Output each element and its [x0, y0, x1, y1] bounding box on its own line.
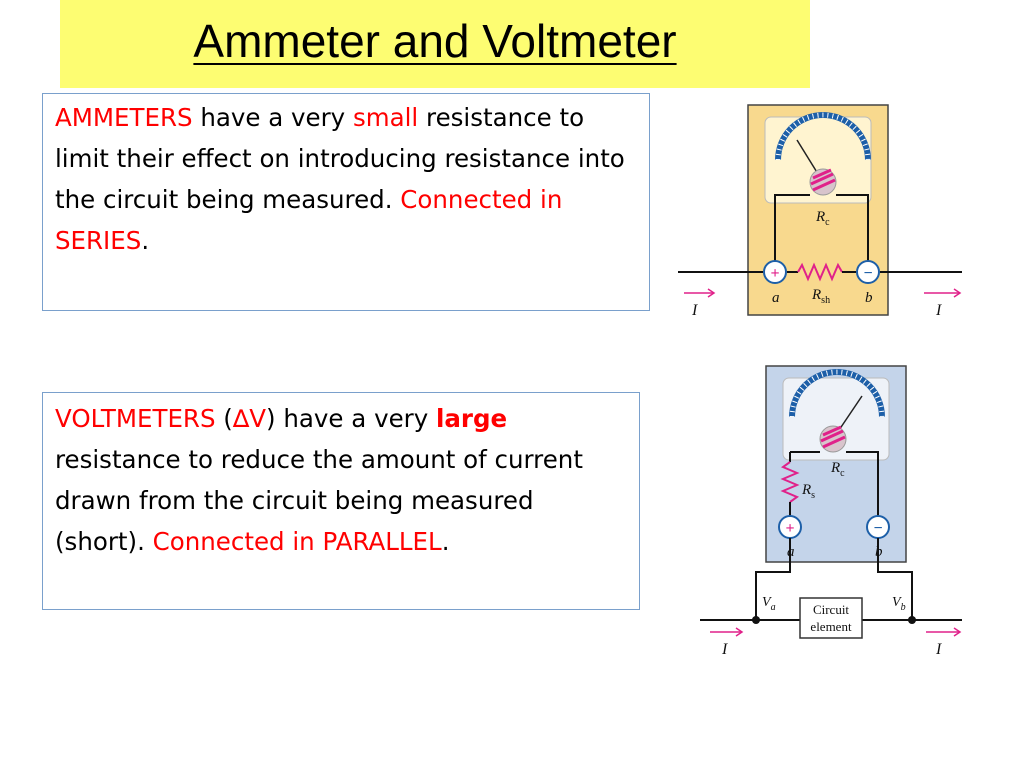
vb-label: V [892, 595, 901, 610]
node-vb-dot [908, 616, 916, 624]
ammeter-text-1: have a very [192, 103, 353, 132]
vb-sub: b [900, 602, 906, 613]
svg-text:Va [762, 595, 776, 613]
circuit-element-label-1: Circuit [812, 602, 850, 617]
node-va-dot [752, 616, 760, 624]
slide-title: Ammeter and Voltmeter [193, 15, 677, 67]
rc-sub: c [825, 217, 830, 228]
ammeter-period: . [141, 226, 150, 255]
rsh-sub: sh [821, 295, 831, 306]
ammeter-text-box [42, 93, 650, 311]
va-label: V [762, 595, 771, 610]
rc-label: R [831, 460, 841, 476]
plus-sign: + [785, 520, 795, 537]
current-label-left: I [692, 302, 698, 319]
voltmeters-term: VOLTMETERS [55, 404, 216, 433]
circuit-element-label-2: element [810, 619, 852, 634]
ammeters-term: AMMETERS [55, 103, 193, 132]
rs-sub: s [811, 490, 816, 501]
current-label-right: I [936, 302, 942, 319]
node-b-label: b [865, 290, 873, 306]
voltmeter-diagram [690, 362, 970, 660]
voltmeter-text-box [42, 392, 640, 610]
title-band [60, 0, 810, 88]
svg-text:Vb [892, 595, 906, 613]
minus-sign: − [873, 520, 883, 537]
connected-parallel-term: Connected in PARALLEL [152, 527, 442, 556]
connected-series-term: Connected in SERIES [55, 185, 563, 255]
large-term: large [436, 404, 508, 433]
delta-v-term: ∆V [232, 404, 267, 433]
voltmeter-text-1: ( [215, 404, 233, 433]
voltmeter-text-3: resistance to reduce the amount of current drawn from the circuit being measured (short). [55, 445, 583, 556]
current-label-right: I [936, 641, 942, 658]
node-b-label: b [875, 544, 883, 560]
voltmeter-period: . [441, 527, 450, 556]
voltmeter-text-2: ) have a very [266, 404, 436, 433]
current-label-left: I [722, 641, 728, 658]
small-term: small [352, 103, 419, 132]
ammeter-diagram [670, 100, 970, 322]
va-sub: a [770, 602, 776, 613]
node-a-label: a [787, 544, 795, 560]
rc-sub: c [840, 468, 845, 479]
rs-label: R [802, 482, 812, 498]
minus-sign: − [863, 265, 873, 282]
rsh-label: R [812, 287, 822, 303]
rc-label: R [816, 209, 826, 225]
ammeter-text-2: resistance to limit their effect on introducing resistance into the circuit being measured. [55, 103, 625, 214]
plus-sign: + [770, 265, 780, 282]
node-a-label: a [772, 290, 780, 306]
